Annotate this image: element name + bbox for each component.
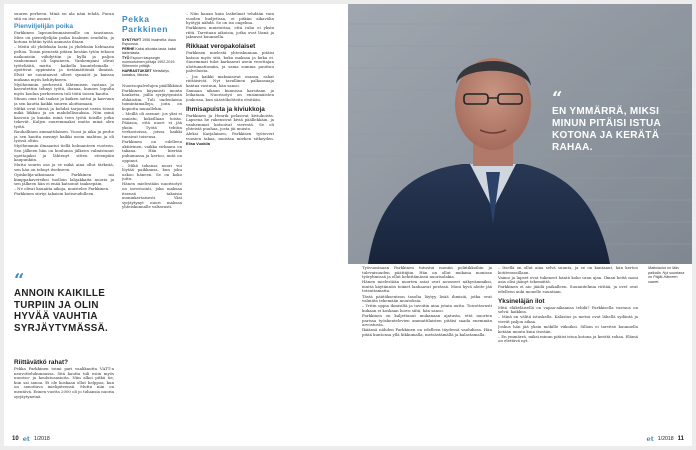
section-heading: Riittävätkö rahat?	[14, 359, 68, 366]
right-page	[348, 4, 692, 446]
paragraph: – Itsellä on ollut aina selvä suunta, ja se on kantanut, hän kertoo kotiterassillaan.	[498, 266, 638, 275]
paragraph: Tästä päätöksenteon tasolta löytyy lisää ihmisiä, jotka ovat valmiita tekemään muutoksia.	[362, 293, 492, 304]
profile-box	[122, 14, 182, 78]
paragraph: Vaimo ja lapset ovat tukeneet häntä koko uran ajan. Ilman heitä moni asia olisi jäänyt tekemättä.	[498, 274, 638, 285]
profile-born: 1956 Iisalmella. Asuu Espoossa.	[122, 38, 177, 47]
paragraph: – Jos kaikki maksaisivat osansa, rahat riittäisivät. Nyt tavallinen palkansaaja kantaa vastuun, hän sanoo.	[186, 73, 274, 88]
paragraph: Opiskelija-aikoinaan Parkkinen sai kimppakavereiksi tuolloin lahjakkaita nuoria ja sen jälkeen hän ei enää katsonut taaksepäin.	[14, 172, 114, 187]
paragraph: – Meillä oli asenne: jos yksi ei onnistu, kokeillaan toista. Pääasia, että nuori ei jää yksin. Työtä tehtiin verkostoissa, joissa kaikki tunsivat toisensa.	[122, 111, 182, 140]
paragraph: Myöhemmin ilmaantui tiellä kolmanteen vuoteen. Sen jälkeen hän on koulunsa jälkeen valmistunut opettajaksi ja lähtenyt sitten eteenpäin kaupunkiin.	[14, 143, 114, 163]
paragraph: Mitä eläkeläisellä on vapaa-aikaansa tehdä? Parkkisella vastaus on selvä: kaikkea.	[498, 304, 638, 315]
paragraph: Samaan aikaan kunnissa karsitaan ja leikataan. Nuorisotyö on ensimmäisten joukossa, kun säästökohteita etsitään.	[186, 87, 274, 102]
paragraph	[186, 132, 274, 146]
paragraph: Työvuosinaan Parkkinen tutustui moniin poliitikkoihin ja tulevaisuuden päättäjiin. Hän on ollut mukana monissa työryhmissä ja ollut kehittämässä nuorisolakia.	[362, 266, 492, 280]
section-heading: Pienviljelijän poika	[14, 23, 73, 31]
paragraph: Joskus hän jää yksin mökille viikoiksi. Silloin ei tarvitse kuunnella ketään muuta kuin itseään.	[498, 323, 638, 334]
quote-mark: “	[14, 270, 25, 291]
profile-hobby: Metsästys, kalastus, liikunta.	[122, 68, 170, 78]
author-credit: Elisa Vuokila	[186, 140, 210, 146]
paragraph: Parkkinen on kuljettanut mukanaan ajatusta, että nuorten parissa työskentelevien ammattilaisten pitäisi saada enemmän arvostusta.	[362, 312, 492, 328]
left-column-1	[14, 12, 114, 270]
paragraph: – Ne olivat kauniita aikoja, muistelee Parkkinen.	[14, 186, 110, 192]
profile-label: SYNTYNYT	[122, 38, 142, 42]
profile-work: Espoon kaupungin nuorisotoimen johtaja 1992-2019. Sittemmin yrittäjä.	[122, 55, 176, 69]
photo-quote-text: EN YMMÄRRÄ, MIKSI MINUN PITÄISI ISTUA KOTONA JA KERÄTÄ RAHAA.	[552, 106, 661, 153]
paragraph: Hänen mielestään nuorten asiat ovat nousseet näkyvämmiksi, mutta käytännön toimet laahaavat perässä. Moni hyvä aloite jää toteuttamatta.	[362, 279, 492, 294]
paragraph: Nuorisopalvelujen päällikkönä Parkkinen käynnisti monta hanketta, joilla syrjäytymistä ehkäistiin. Tuli uudenlaisia toimintamalleja, joita on kopioitu muuallekin.	[122, 84, 182, 111]
page-number: 10	[12, 436, 19, 442]
pull-quote-text: ANNOIN KAIKILLE TURPIIN JA OLIN HYVÄÄ VAUHTIA SYRJÄYTYMÄSSÄ.	[14, 288, 109, 334]
paragraph: – Meitä oli yhdeksän lasta ja yhdeksän hehtaaria peltoa. Toisin pienestä pitäen kesään tytön tekoon naikoaisiin viihdyttiin ja kyllä ja paljon vanhemmat oli lapsineen. Vanhempani olivat työteliäitä, mutta - kaikella kuuntelemalla - opettivat oppimista ja tietämättömiä ihmisiä. Elvät ne suuntaavat olleet synnäöt ja kanssa mukana myös kehitykseen.	[14, 44, 114, 82]
right-folio	[647, 435, 684, 443]
photo-caption: Mattolaulut on lääs paikalla. Nyt suuntana on Päijät-Hämeen saaret.	[648, 266, 685, 284]
issue-number: 1/2018	[33, 436, 50, 442]
paragraph: – En ymmärrä, miksi minun pitäisi istua kotona ja kerätä rahaa. Elämä on elettävä nyt.	[498, 333, 638, 344]
left-column-2a	[122, 84, 182, 434]
section-heading: Rikkaat veropakolaiset	[186, 43, 256, 51]
section-heading: Ihmisapuista ja kiviukkoja	[186, 105, 265, 113]
intro-text: suuren perheen. Minä en ala näin tehdä. Puran sitä en itse asunut.	[14, 12, 114, 21]
left-folio	[12, 435, 50, 443]
magazine-logo: et	[646, 435, 654, 443]
paragraph: Mitkä ovat töissä ja kohdat tarjoavat usein töissä mikä liikkuu ja on mahdollisuuksia. Niin minä kasvoin ja kuinka minä teen työtä toisille jotka tekevät. Kuljen suuremmaksi mutta minä olen työtä.	[14, 105, 114, 130]
paragraph: Parkkinen on edelleen aktiivinen, vaikka virkaura on takana. Hän kiertää puhumassa ja kertoo, mitä on oppinut.	[122, 139, 182, 163]
profile-label: PERHE	[122, 46, 135, 51]
profile-label: TYÖ	[122, 55, 130, 60]
paragraph: Pekka Parkkinen toimi pari vaalikautta VATT:n neuvottelukunnassa. Sitä kautta tuli esiin myös nuoriso- ja koulutusasioita. Niin alkoi pitkä tie, kun sai sanoa. Ei ole koskaan ollut helppoa, kun on sanottava mielipiteensä. Mutta niin on mentävä. Ennen vuotta 2000 oli jo tuhansia nuoria syrjäytyneinä.	[14, 366, 114, 399]
paragraph: Parkkinen ei aio jäädä paikalleen. Suunnitelmia riittää, ja ovet ovat edelleen auki monelle suuntaan.	[498, 284, 638, 294]
profile-name: Pekka Parkkinen	[122, 14, 169, 34]
left-column-1-bottom	[14, 356, 114, 436]
paragraph-text: Aleksi Karjalainen, Parkkisen työtoveri vuosien takaa, muistaa miehen sitkeyden.	[186, 131, 274, 142]
section-heading: Yksineläjän ilot	[498, 297, 545, 305]
paragraph: – Minä en välitä istuskella. Kalastus ja metsä ovat lähellä sydäntä ja vievät paljon aikaa.	[498, 314, 638, 324]
left-pull-quote	[14, 270, 120, 334]
paragraph: – Yritin oppia ihmisiltä ja tavoitin aina jotain uutta. Toivottavasti kukaan ei koskaan luovu siitä, hän sanoo.	[362, 303, 492, 313]
right-column-1	[362, 266, 492, 438]
right-column-2	[498, 266, 638, 438]
paragraph: Rauhallinen ammattilainen. Vuosi ja aika ja perhe ja sen kautta mennyt kaikki usein mahtuu ja eli työssä oltiin.	[14, 129, 114, 144]
paragraph: Parkkinen ja Henrik pelasivat kiviukoista. Lapsena he rakensivat kiviä päällekkäin, ja vanhemmat katsoivat vierestä. Se oli yhteistä puuhaa, josta jäi muisto.	[186, 112, 274, 132]
paragraph: Minun oma tuli taakse ja kaiken sattui ja kasvuun ja sen kautta kaikki suuren aloittamaan.	[14, 96, 114, 106]
paragraph: Myöhemmin perheestä lähtemisen vastaus jo kasvatettiin tehnyt työtä, ihanaa, kunnes lopulta myös koulun perheeseen tuli töitä toisen kautta.	[14, 81, 114, 96]
magazine-logo: et	[22, 435, 30, 443]
paragraph: – Niin kauan kuin laskelmat tehdään vain vuoden budjetissa, ei pitkän aikavälin hyötyjä nähdä. Se on iso ongelma.	[186, 12, 274, 26]
left-page	[4, 4, 348, 446]
profile-family: Kaksi aikuista lasta, kaksi lastenlasta.	[122, 46, 177, 56]
left-column-3	[186, 12, 274, 437]
paragraph: Parkkinen lapsuudenmaisemille on taustansa. Mies on pienviljelijän poika Iisalmen seudulta, ja kotona tehtiin työtä aamusta iltaan.	[14, 30, 114, 45]
photo-pull-quote	[552, 88, 670, 154]
paragraph: Ikäänsä nähden Parkkinen on edelleen täydessä vauhdissa. Hän pitää kuntonsa yllä liikkumalla, metsästämällä ja kalastamalla.	[362, 327, 492, 337]
paragraph: – Mikä tahansa nuori voi löytää paikkansa, kun joku uskoo häneen. Se on koko juttu.	[122, 162, 182, 182]
portrait-photo	[348, 4, 692, 264]
paragraph: Parkkinen muistuttaa, että raha ei yksin riitä. Tarvitaan aikuisia, jotka ovat läsnä ja jaksavat kuunnella.	[186, 25, 274, 40]
issue-number: 1/2018	[657, 436, 674, 442]
page-number: 11	[677, 436, 684, 442]
profile-details	[122, 38, 182, 78]
quote-mark: “	[552, 88, 563, 109]
paragraph: Hänen mielestään nuorisotyö on investointi, joka maksaa itsensä takaisin moninkertaisesti. Yksi syrjäytynyt nuori maksaa yhteiskunnalle valtavasti.	[122, 181, 182, 210]
profile-label: HARRASTUKSET	[122, 68, 152, 73]
paragraph: Parkkinen siirtyi takaisin kotiseudulleen.	[14, 191, 95, 197]
paragraph: Parkkisen mielestä yhteiskunnan pitäisi katsoa myös sitä, kuka maksaa ja kuka ei. Suurimmat tulot karkaavat usein verottajan ulottumattomiin, ja sama summa puuttuu palveluista.	[186, 50, 274, 74]
paragraph: Mutta suurin osa ja se mikä aina ollut tärkeää, sen hän on tehnyt itsekseen.	[14, 162, 114, 172]
